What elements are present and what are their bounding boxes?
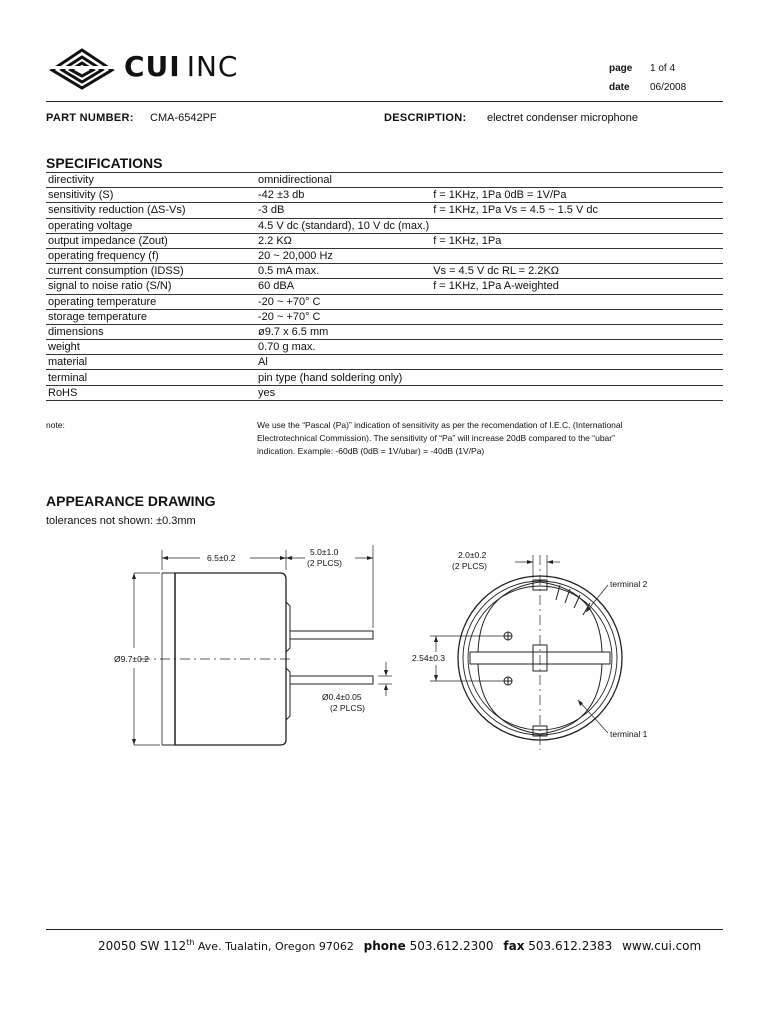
note-line: We use the “Pascal (Pa)” indication of sensitivity as per the recomendation of I.E.C. (International: [257, 420, 623, 430]
date-label: date: [609, 82, 630, 93]
tolerance-note: tolerances not shown: ±0.3mm: [46, 515, 196, 527]
spec-parameter: sensitivity reduction (ΔS-Vs): [46, 203, 256, 218]
spec-row: [46, 385, 723, 400]
spec-row: [46, 203, 723, 218]
spec-condition: [431, 385, 723, 400]
spec-value: 0.70 g max.: [256, 340, 431, 355]
footer-contact: [98, 938, 701, 953]
spec-value: yes: [256, 385, 431, 400]
pin-length-dim: 5.0±1.0: [310, 547, 339, 557]
spec-value: -3 dB: [256, 203, 431, 218]
note-label: note:: [46, 420, 65, 430]
note-line: indication. Example: -60dB (0dB = 1V/ubar) = -40dB (1V/Pa): [257, 446, 485, 456]
spec-value: 0.5 mA max.: [256, 264, 431, 279]
gap-dim: 2.0±0.2: [458, 550, 487, 560]
footer-website-link[interactable]: www.cui.com: [622, 939, 702, 953]
spec-value: 4.5 V dc (standard), 10 V dc (max.): [258, 219, 430, 232]
spec-row: [46, 188, 723, 203]
description-value: electret condenser microphone: [487, 112, 639, 124]
spec-value: ø9.7 x 6.5 mm: [256, 324, 431, 339]
spec-row: [46, 173, 723, 188]
spec-parameter: operating frequency (f): [46, 248, 256, 263]
spec-row: [46, 324, 723, 339]
spec-parameter: RoHS: [46, 385, 256, 400]
spec-row: [46, 309, 723, 324]
spec-condition: f = 1KHz, 1Pa: [431, 233, 723, 248]
note-text: [257, 419, 727, 458]
spec-row: [46, 279, 723, 294]
pin-dia-note: (2 PLCS): [330, 703, 365, 713]
spec-value: -20 ~ +70° C: [256, 294, 431, 309]
spec-condition: f = 1KHz, 1Pa Vs = 4.5 ~ 1.5 V dc: [431, 203, 723, 218]
spec-parameter: material: [46, 355, 256, 370]
spec-parameter: sensitivity (S): [46, 188, 256, 203]
spec-condition: [431, 340, 723, 355]
pitch-dim: 2.54±0.3: [412, 653, 446, 663]
spec-value: -42 ±3 db: [256, 188, 431, 203]
spec-parameter: weight: [46, 340, 256, 355]
spec-value: -20 ~ +70° C: [256, 309, 431, 324]
spec-value: Al: [256, 355, 431, 370]
spec-condition: [431, 355, 723, 370]
spec-condition: Vs = 4.5 V dc RL = 2.2KΩ: [431, 264, 723, 279]
diameter-dim: Ø9.7±0.2: [114, 654, 149, 664]
specifications-title: SPECIFICATIONS: [46, 155, 163, 171]
spec-condition: [431, 173, 723, 188]
spec-condition: [431, 370, 723, 385]
footer-fax-label: fax: [503, 939, 525, 953]
part-number-label: PART NUMBER:: [46, 112, 134, 124]
spec-row: [46, 233, 723, 248]
spec-parameter: operating voltage: [46, 218, 256, 233]
spec-parameter: storage temperature: [46, 309, 256, 324]
specifications-table: [46, 172, 723, 401]
spec-parameter: current consumption (IDSS): [46, 264, 256, 279]
spec-row: [46, 218, 723, 233]
pin-dia-dim: Ø0.4±0.05: [322, 692, 362, 702]
footer-address: 20050 SW 112: [98, 939, 187, 953]
end-view-drawing: [400, 540, 640, 755]
spec-condition: [431, 294, 723, 309]
side-view-drawing: [100, 540, 400, 755]
spec-value: 20 ~ 20,000 Hz: [256, 248, 431, 263]
gap-note: (2 PLCS): [452, 561, 487, 571]
note-line: Electrotechnical Commission). The sensitivity of “Pa” will increase 20dB compared to the “ubar”: [257, 433, 615, 443]
spec-row: [46, 370, 723, 385]
spec-parameter: dimensions: [46, 324, 256, 339]
spec-parameter: directivity: [46, 173, 256, 188]
spec-parameter: terminal: [46, 370, 256, 385]
spec-value: pin type (hand soldering only): [256, 370, 431, 385]
cui-logo-icon: [48, 44, 118, 90]
spec-condition: f = 1KHz, 1Pa 0dB = 1V/Pa: [431, 188, 723, 203]
footer-phone-label: phone: [363, 939, 406, 953]
spec-row: [46, 248, 723, 263]
spec-value: 60 dBA: [256, 279, 431, 294]
spec-condition: [431, 248, 723, 263]
terminal-2-label: terminal 2: [610, 579, 648, 589]
footer-phone: 503.612.2300: [409, 939, 494, 953]
company-logo: [48, 44, 268, 94]
logo-text-light: INC: [186, 50, 239, 83]
spec-parameter: output impedance (Zout): [46, 233, 256, 248]
spec-value: omnidirectional: [256, 173, 431, 188]
terminal-1-label: terminal 1: [610, 729, 648, 739]
pin-length-note: (2 PLCS): [307, 558, 342, 568]
page-value: 1 of 4: [650, 63, 676, 74]
footer-divider: [46, 929, 723, 930]
spec-condition: [431, 218, 723, 233]
spec-row: [46, 340, 723, 355]
spec-parameter: signal to noise ratio (S/N): [46, 279, 256, 294]
spec-condition: f = 1KHz, 1Pa A-weighted: [431, 279, 723, 294]
side-length-dim: 6.5±0.2: [207, 553, 236, 563]
spec-condition: [431, 324, 723, 339]
footer-address-rest: Ave. Tualatin, Oregon 97062: [194, 940, 354, 953]
footer-address-sup: th: [186, 938, 195, 947]
spec-row: [46, 264, 723, 279]
spec-condition: [431, 309, 723, 324]
header-divider: [46, 101, 723, 102]
spec-parameter: operating temperature: [46, 294, 256, 309]
footer-fax: 503.612.2383: [528, 939, 613, 953]
appearance-title: APPEARANCE DRAWING: [46, 493, 216, 509]
date-value: 06/2008: [650, 82, 687, 93]
logo-text-bold: CUI: [124, 50, 181, 83]
spec-value: 2.2 KΩ: [256, 233, 431, 248]
spec-row: [46, 355, 723, 370]
page-label: page: [609, 63, 633, 74]
description-label: DESCRIPTION:: [384, 112, 467, 124]
spec-row: [46, 294, 723, 309]
part-number-value: CMA-6542PF: [150, 112, 217, 124]
